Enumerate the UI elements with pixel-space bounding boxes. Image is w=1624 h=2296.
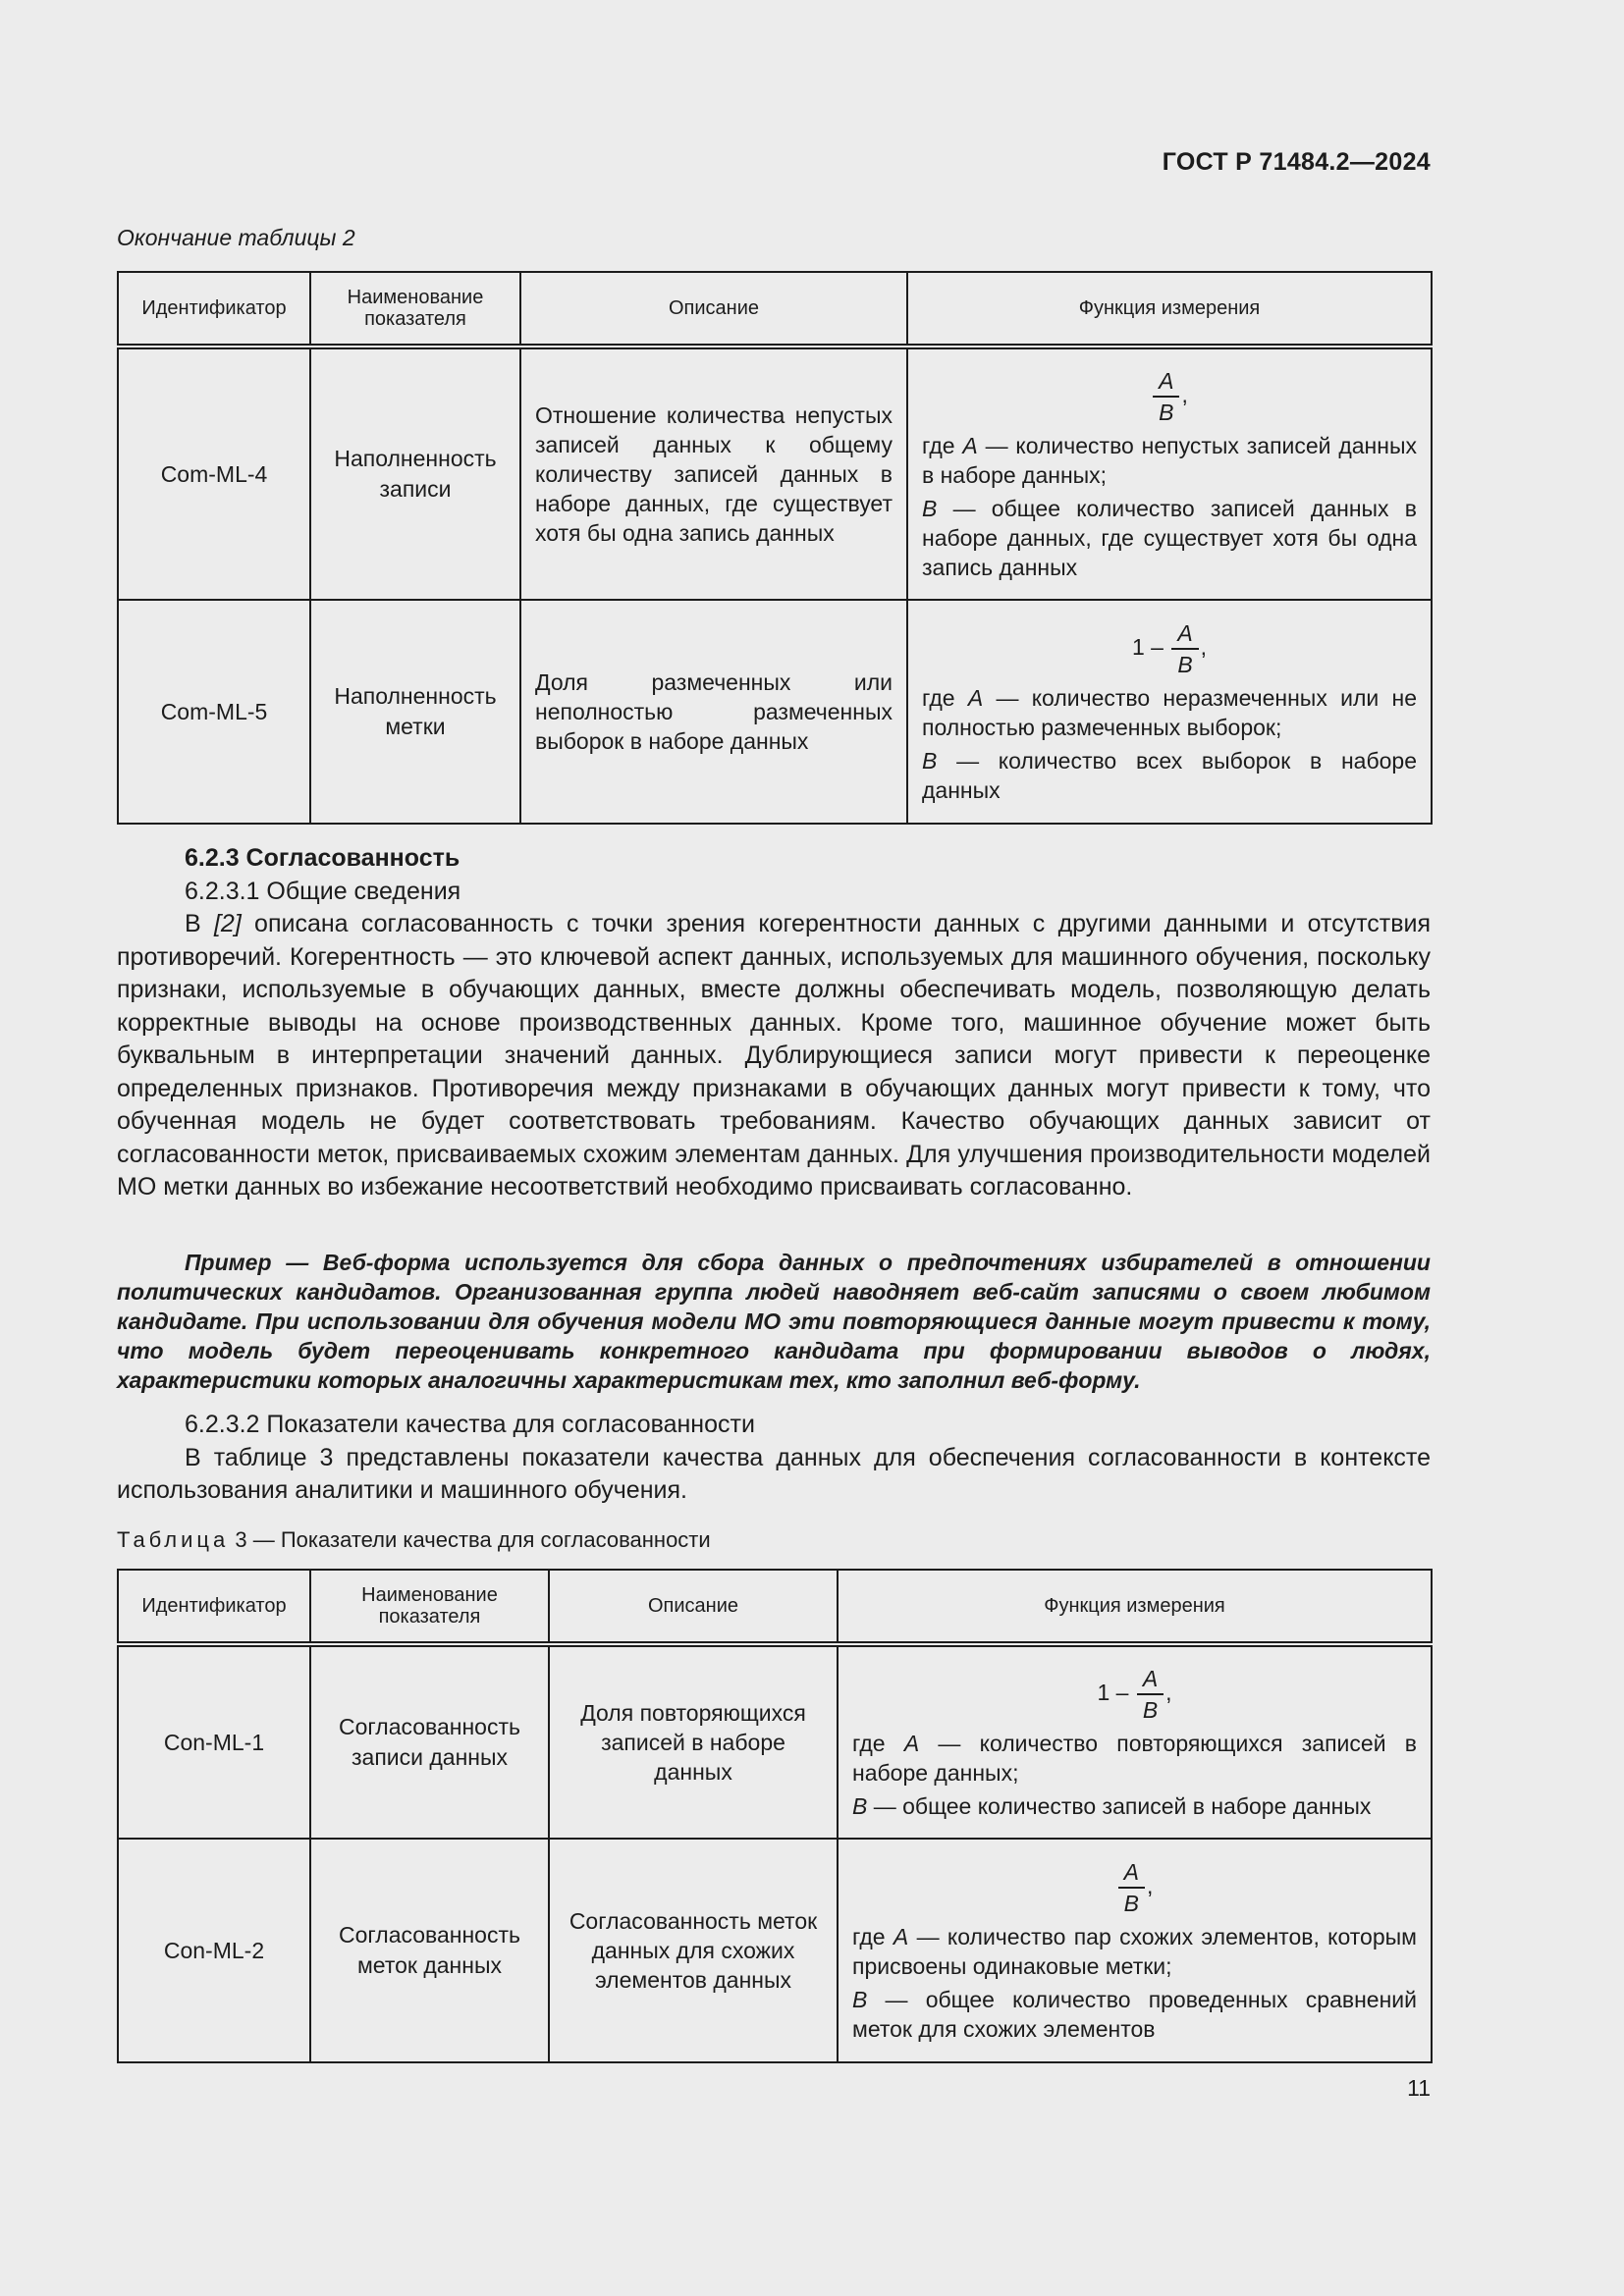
- fraction-numerator: A: [1177, 620, 1193, 646]
- variable-b: B: [922, 496, 938, 521]
- header-identifier: Идентификатор: [118, 272, 310, 347]
- variable-a: A: [962, 433, 978, 458]
- cell-indicator-name: Наполненность метки: [310, 600, 520, 824]
- fraction-denominator: B: [1137, 1693, 1164, 1725]
- formula-suffix: ,: [1181, 382, 1188, 408]
- formula: [852, 1857, 1417, 1918]
- section-body: [117, 842, 1431, 1204]
- header-description: Описание: [549, 1570, 838, 1644]
- variable-b-text: — общее количество записей данных в наборе данных, где существует хотя бы одна запись данных: [922, 496, 1417, 580]
- table-header-row: [118, 1570, 1432, 1644]
- where-label: где: [922, 685, 968, 711]
- cell-measurement-function: [838, 1839, 1432, 2062]
- variable-a-definition: [922, 431, 1417, 490]
- variable-a-text: — количество непустых записей данных в наборе данных;: [922, 433, 1417, 488]
- cell-indicator-name: Согласованность меток данных: [310, 1839, 549, 2062]
- paragraph-start: В: [185, 910, 214, 937]
- subsection-heading: 6.2.3.1 Общие сведения: [185, 877, 461, 905]
- table-row: [118, 1644, 1432, 1839]
- variable-b-text: — общее количество проведенных сравнений меток для схожих элементов: [852, 1987, 1417, 2042]
- variable-a-definition: [852, 1729, 1417, 1788]
- formula-suffix: ,: [1200, 634, 1208, 661]
- header-measurement-function: Функция измерения: [907, 272, 1432, 347]
- fraction-numerator: A: [1159, 368, 1174, 394]
- table-3: [117, 1569, 1433, 2063]
- cell-identifier: Com-ML-4: [118, 347, 310, 600]
- paragraph-text: описана согласованность с точки зрения когерентности данных с другими данными и отсутствия противоречий. Когерентность — это ключевой аспект данных, используемых для машинного обучения, поскольку признаки, используемые в обучающих данных, вместе должны обеспечивать модель, позволяющую делать корректные выводы на основе производственных данных. Кроме того, машинное обучение может быть буквальным в интерпретации значений данных. Дублирующиеся записи могут привести к переоценке определенных признаков. Противоречия между признаками в обучающих данных могут привести к тому, что обученная модель не будет соответствовать требованиям. Качество обучающих данных зависит от согласованности меток, присваиваемых схожим элементам данных. Для улучшения производительности моделей МО метки данных во избежание несоответствий необходимо присваивать согласованно.: [117, 910, 1431, 1201]
- formula-suffix: ,: [1165, 1680, 1172, 1706]
- header-indicator-name: Наименование показателя: [310, 272, 520, 347]
- fraction: [1137, 1664, 1164, 1725]
- cell-measurement-function: [838, 1644, 1432, 1839]
- paragraph: В таблице 3 представлены показатели качества данных для обеспечения согласованности в контексте использования аналитики и машинного обучения.: [117, 1443, 1431, 1504]
- variable-b-definition: [922, 494, 1417, 582]
- fraction-numerator: A: [1123, 1859, 1139, 1885]
- cell-measurement-function: [907, 347, 1432, 600]
- fraction-numerator: A: [1142, 1666, 1159, 1691]
- section-body-2: [117, 1409, 1431, 1508]
- formula: [922, 366, 1417, 427]
- cell-description: Согласованность меток данных для схожих элементов данных: [549, 1839, 838, 2062]
- variable-b-text: — общее количество записей в наборе данных: [867, 1793, 1372, 1819]
- variable-a: A: [893, 1924, 909, 1949]
- variable-a-definition: [922, 683, 1417, 742]
- fraction-denominator: B: [1171, 648, 1198, 679]
- example-note: Пример — Веб-форма используется для сбора данных о предпочтениях избирателей в отношении политических кандидатов. Организованная группа людей наводняет веб-сайт записями о своем любимом кандидате. При использовании для обучения модели МО эти повторяющиеся данные могут привести к тому, что модель будет переоценивать конкретного кандидата при формировании выводов о людях, характеристики которых аналогичны характеристикам тех, кто заполнил веб-форму.: [117, 1250, 1431, 1393]
- fraction-denominator: B: [1153, 396, 1179, 427]
- fraction: [1153, 366, 1179, 427]
- table-row: [118, 347, 1432, 600]
- variable-b-definition: [852, 1791, 1417, 1821]
- table-3-caption: [117, 1527, 711, 1553]
- where-label: где: [852, 1924, 893, 1949]
- where-label: где: [852, 1731, 904, 1756]
- variable-a-text: — количество пар схожих элементов, которым присвоены одинаковые метки;: [852, 1924, 1417, 1979]
- cell-identifier: Con-ML-1: [118, 1644, 310, 1839]
- table-row: [118, 1839, 1432, 2062]
- where-label: где: [922, 433, 963, 458]
- formula-prefix: 1 –: [1097, 1680, 1129, 1706]
- header-identifier: Идентификатор: [118, 1570, 310, 1644]
- formula-prefix: 1 –: [1131, 634, 1164, 661]
- subsection-heading: 6.2.3.2 Показатели качества для согласованности: [185, 1411, 755, 1438]
- table-row: [118, 600, 1432, 824]
- cell-identifier: Com-ML-5: [118, 600, 310, 824]
- table-header-row: [118, 272, 1432, 347]
- variable-a: A: [967, 685, 984, 711]
- formula: [852, 1664, 1417, 1725]
- section-heading: 6.2.3 Согласованность: [185, 844, 460, 872]
- cell-description: Отношение количества непустых записей данных к общему количеству записей данных в наборе данных, где существует хотя бы одна запись данных: [520, 347, 907, 600]
- header-measurement-function: Функция измерения: [838, 1570, 1432, 1644]
- variable-a-text: — количество повторяющихся записей в наборе данных;: [852, 1731, 1417, 1786]
- cell-description: Доля повторяющихся записей в наборе данных: [549, 1644, 838, 1839]
- paragraph: [117, 908, 1431, 1204]
- variable-b-definition: [852, 1985, 1417, 2044]
- variable-b-definition: [922, 746, 1417, 805]
- table-caption-word: Таблица: [117, 1527, 230, 1552]
- header-description: Описание: [520, 272, 907, 347]
- variable-b: B: [922, 748, 938, 774]
- bibliography-reference: [2]: [213, 910, 242, 937]
- variable-a-definition: [852, 1922, 1417, 1981]
- cell-description: Доля размеченных или неполностью размеченных выборок в наборе данных: [520, 600, 907, 824]
- table-continuation-caption: Окончание таблицы 2: [117, 225, 355, 250]
- variable-b-text: — количество всех выборок в наборе данных: [922, 748, 1417, 803]
- cell-measurement-function: [907, 600, 1432, 824]
- variable-a-text: — количество неразмеченных или не полностью размеченных выборок;: [922, 685, 1417, 740]
- fraction: [1171, 618, 1198, 679]
- page-number: 11: [1407, 2075, 1431, 2101]
- variable-b: B: [852, 1987, 868, 2012]
- table-2-continuation: [117, 271, 1433, 825]
- header-indicator-name: Наименование показателя: [310, 1570, 549, 1644]
- formula-suffix: ,: [1146, 1873, 1154, 1899]
- cell-indicator-name: Согласованность записи данных: [310, 1644, 549, 1839]
- variable-a: A: [903, 1731, 920, 1756]
- cell-identifier: Con-ML-2: [118, 1839, 310, 2062]
- document-code: ГОСТ Р 71484.2—2024: [1162, 148, 1431, 176]
- formula: [922, 618, 1417, 679]
- fraction: [1118, 1857, 1145, 1918]
- fraction-denominator: B: [1118, 1887, 1145, 1918]
- table-caption-title: 3 — Показатели качества для согласованности: [229, 1527, 711, 1552]
- variable-b: B: [852, 1793, 868, 1819]
- cell-indicator-name: Наполненность записи: [310, 347, 520, 600]
